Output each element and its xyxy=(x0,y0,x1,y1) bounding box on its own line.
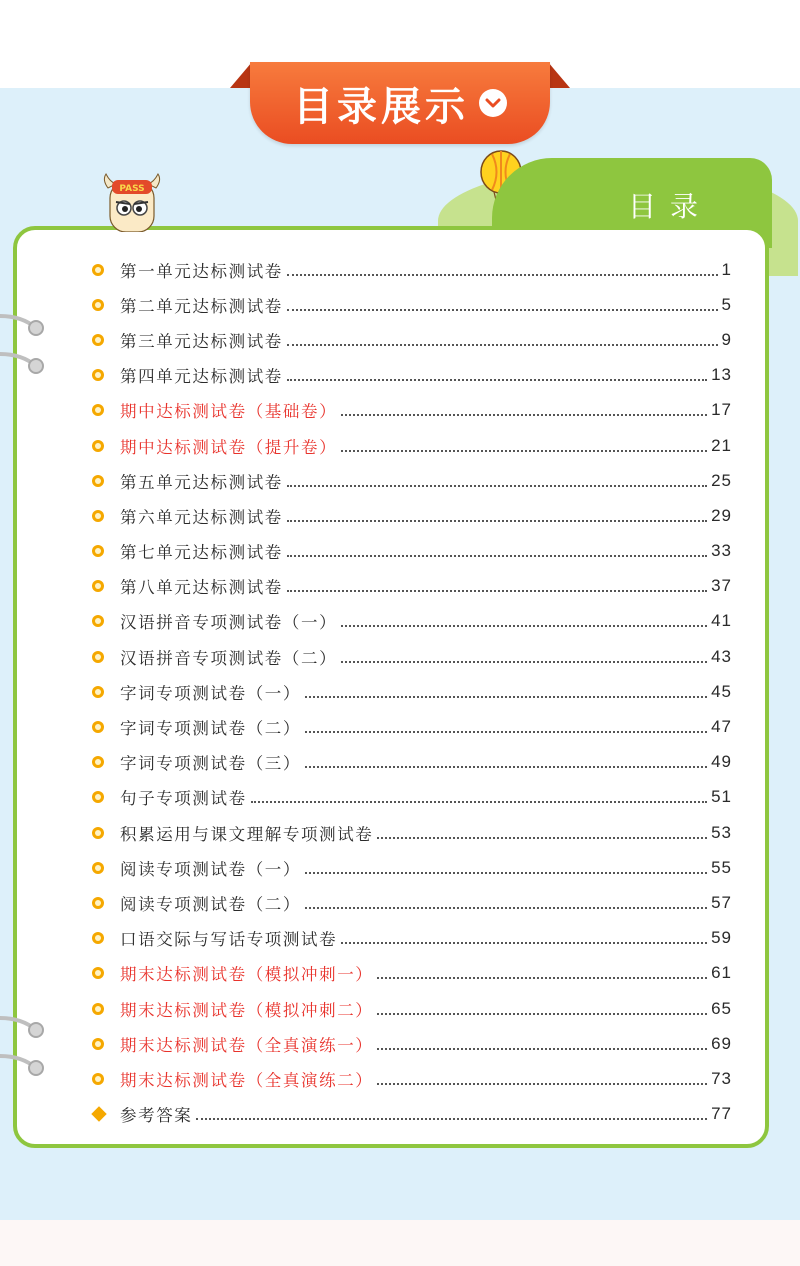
toc-entry-page: 37 xyxy=(711,576,732,596)
toc-entry[interactable] xyxy=(92,287,732,322)
dot-leader xyxy=(341,414,707,416)
binder-ring-icon xyxy=(0,1012,48,1082)
toc-entry[interactable] xyxy=(92,850,732,885)
toc-entry-page: 9 xyxy=(721,329,732,349)
toc-entry-title: 期末达标测试卷（模拟冲刺二） xyxy=(120,1000,374,1020)
chevron-down-icon xyxy=(479,89,507,117)
toc-entry-title: 第一单元达标测试卷 xyxy=(120,261,283,281)
bullet-icon xyxy=(92,791,104,803)
dot-leader xyxy=(305,731,707,733)
toc-entry-page: 43 xyxy=(711,646,732,666)
bullet-icon xyxy=(92,967,104,979)
toc-entry[interactable] xyxy=(92,1061,732,1096)
dot-leader xyxy=(305,872,707,874)
bullet-icon xyxy=(92,369,104,381)
bullet-icon xyxy=(92,264,104,276)
toc-entry-page: 49 xyxy=(711,752,732,772)
section-banner xyxy=(250,62,550,144)
toc-entry[interactable] xyxy=(92,780,732,815)
toc-entry-page: 29 xyxy=(711,505,732,525)
mascot-icon xyxy=(100,172,164,232)
toc-entry-title: 口语交际与写话专项测试卷 xyxy=(120,930,338,950)
toc-entry-title: 参考答案 xyxy=(120,1106,193,1126)
toc-entry[interactable] xyxy=(92,921,732,956)
toc-entry-page: 53 xyxy=(711,822,732,842)
toc-entry-title: 第七单元达标测试卷 xyxy=(120,543,283,563)
dot-leader xyxy=(305,907,707,909)
toc-entry-title: 期末达标测试卷（模拟冲刺一） xyxy=(120,965,374,985)
toc-entry-title: 句子专项测试卷 xyxy=(120,789,247,809)
dot-leader xyxy=(305,696,707,698)
dot-leader xyxy=(341,625,707,627)
binder-ring-icon xyxy=(0,310,48,380)
bullet-icon xyxy=(92,299,104,311)
toc-entry-page: 41 xyxy=(711,611,732,631)
card-header-title: 目录 xyxy=(628,190,713,223)
bullet-icon xyxy=(92,862,104,874)
toc-entry[interactable] xyxy=(92,252,732,287)
bullet-icon xyxy=(92,756,104,768)
bullet-icon xyxy=(92,440,104,452)
toc-entry-title: 字词专项测试卷（二） xyxy=(120,719,301,739)
toc-entry[interactable] xyxy=(92,956,732,991)
toc-entry-title: 第三单元达标测试卷 xyxy=(120,331,283,351)
toc-entry[interactable] xyxy=(92,745,732,780)
toc-entry[interactable] xyxy=(92,534,732,569)
toc-entry-title: 字词专项测试卷（三） xyxy=(120,754,301,774)
dot-leader xyxy=(341,942,707,944)
bullet-icon xyxy=(92,1073,104,1085)
toc-entry[interactable] xyxy=(92,1026,732,1061)
bullet-icon xyxy=(92,721,104,733)
bullet-icon xyxy=(92,404,104,416)
dot-leader xyxy=(287,344,718,346)
toc-entry[interactable] xyxy=(92,885,732,920)
banner-fold-left xyxy=(230,62,252,88)
toc-entry-page: 73 xyxy=(711,1068,732,1088)
toc-entry[interactable] xyxy=(92,393,732,428)
toc-entry[interactable] xyxy=(92,322,732,357)
bullet-icon xyxy=(92,932,104,944)
dot-leader xyxy=(287,274,718,276)
toc-entry-page: 57 xyxy=(711,892,732,912)
toc-entry[interactable] xyxy=(92,604,732,639)
toc-entry-title: 期中达标测试卷（提升卷） xyxy=(120,437,338,457)
dot-leader xyxy=(196,1118,707,1120)
toc-entry-title: 第八单元达标测试卷 xyxy=(120,578,283,598)
diamond-bullet-icon xyxy=(91,1106,106,1121)
toc-entry-page: 33 xyxy=(711,541,732,561)
toc-entry[interactable] xyxy=(92,709,732,744)
toc-entry-page: 59 xyxy=(711,928,732,948)
bullet-icon xyxy=(92,651,104,663)
banner-fold-right xyxy=(548,62,570,88)
toc-entry-title: 期中达标测试卷（基础卷） xyxy=(120,402,338,422)
toc-entry-title: 汉语拼音专项测试卷（一） xyxy=(120,613,338,633)
dot-leader xyxy=(377,837,707,839)
dot-leader xyxy=(287,485,707,487)
toc-entry[interactable] xyxy=(92,358,732,393)
bullet-icon xyxy=(92,1038,104,1050)
toc-entry-page: 13 xyxy=(711,365,732,385)
bullet-icon xyxy=(92,510,104,522)
toc-entry-title: 期末达标测试卷（全真演练二） xyxy=(120,1070,374,1090)
dot-leader xyxy=(377,1048,707,1050)
toc-entry[interactable] xyxy=(92,991,732,1026)
toc-entry-title: 积累运用与课文理解专项测试卷 xyxy=(120,824,374,844)
dot-leader xyxy=(305,766,707,768)
table-of-contents xyxy=(92,252,732,1132)
toc-entry-page: 69 xyxy=(711,1033,732,1053)
dot-leader xyxy=(287,379,707,381)
toc-entry[interactable] xyxy=(92,498,732,533)
toc-entry[interactable] xyxy=(92,815,732,850)
toc-entry-page: 45 xyxy=(711,681,732,701)
dot-leader xyxy=(251,801,707,803)
toc-entry[interactable] xyxy=(92,463,732,498)
toc-entry-title: 汉语拼音专项测试卷（二） xyxy=(120,648,338,668)
toc-entry-title: 第六单元达标测试卷 xyxy=(120,507,283,527)
bullet-icon xyxy=(92,334,104,346)
toc-entry[interactable] xyxy=(92,639,732,674)
banner-title: 目录展示 xyxy=(293,83,469,130)
toc-entry-title: 期末达标测试卷（全真演练一） xyxy=(120,1035,374,1055)
dot-leader xyxy=(341,661,707,663)
toc-entry[interactable] xyxy=(92,428,732,463)
toc-entry-page: 21 xyxy=(711,435,732,455)
toc-entry[interactable] xyxy=(92,674,732,709)
bullet-icon xyxy=(92,475,104,487)
dot-leader xyxy=(287,555,707,557)
bullet-icon xyxy=(92,686,104,698)
toc-entry-title: 字词专项测试卷（一） xyxy=(120,683,301,703)
toc-entry-title: 第二单元达标测试卷 xyxy=(120,296,283,316)
bullet-icon xyxy=(92,615,104,627)
bullet-icon xyxy=(92,897,104,909)
toc-entry-page: 61 xyxy=(711,963,732,983)
toc-entry-page: 55 xyxy=(711,857,732,877)
toc-entry-page: 17 xyxy=(711,400,732,420)
svg-text:PASS: PASS xyxy=(119,184,145,194)
toc-entry-title: 阅读专项测试卷（二） xyxy=(120,894,301,914)
toc-entry-page: 47 xyxy=(711,717,732,737)
toc-entry-page: 77 xyxy=(711,1104,732,1124)
dot-leader xyxy=(341,450,707,452)
toc-entry-page: 25 xyxy=(711,470,732,490)
toc-entry-page: 51 xyxy=(711,787,732,807)
bullet-icon xyxy=(92,827,104,839)
background-footer xyxy=(0,1220,800,1266)
toc-entry-title: 阅读专项测试卷（一） xyxy=(120,859,301,879)
dot-leader xyxy=(377,977,707,979)
toc-entry[interactable] xyxy=(92,1097,732,1132)
toc-entry-page: 1 xyxy=(721,259,732,279)
dot-leader xyxy=(377,1013,707,1015)
toc-entry-page: 5 xyxy=(721,294,732,314)
toc-entry-title: 第五单元达标测试卷 xyxy=(120,472,283,492)
toc-entry-title: 第四单元达标测试卷 xyxy=(120,367,283,387)
bullet-icon xyxy=(92,545,104,557)
bullet-icon xyxy=(92,580,104,592)
dot-leader xyxy=(377,1083,707,1085)
dot-leader xyxy=(287,520,707,522)
toc-entry[interactable] xyxy=(92,569,732,604)
dot-leader xyxy=(287,590,707,592)
dot-leader xyxy=(287,309,718,311)
bullet-icon xyxy=(92,1003,104,1015)
toc-entry-page: 65 xyxy=(711,998,732,1018)
